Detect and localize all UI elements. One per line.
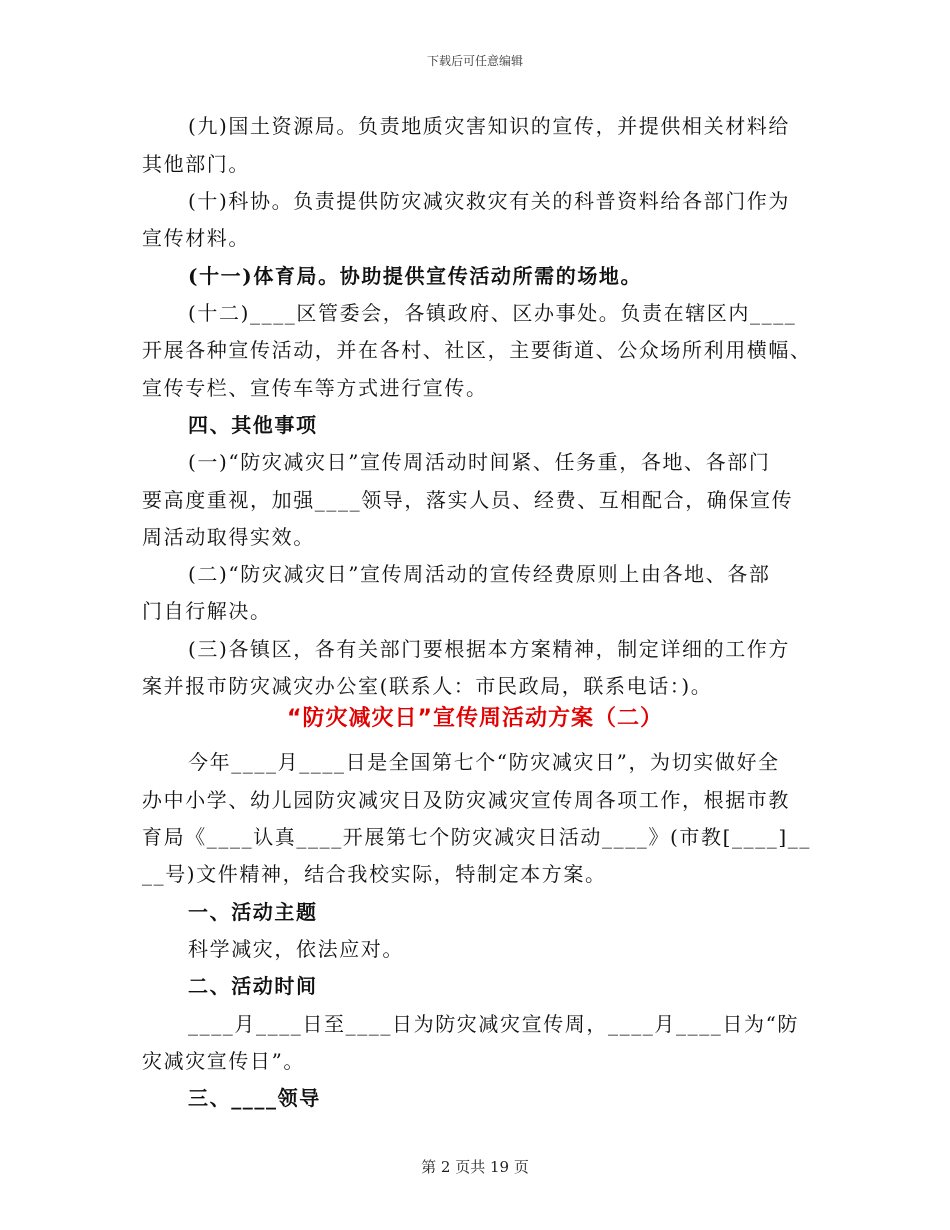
section-heading: 三、____领导	[188, 1086, 321, 1110]
section-heading: 四、其他事项	[188, 413, 318, 437]
paragraph-line: __号)文件精神，结合我校实际，特制定本方案。	[142, 862, 607, 886]
paragraph-line: 宣传材料。	[142, 226, 250, 250]
paragraph-line: 周活动取得实效。	[142, 525, 315, 549]
paragraph-line: 育局《____认真____开展第七个防灾减灾日活动____》(市教[____]__	[142, 825, 812, 849]
paragraph-line: 门自行解决。	[142, 599, 272, 623]
paragraph-line: (十)科协。负责提供防灾减灾救灾有关的科普资料给各部门作为	[188, 189, 791, 213]
paragraph-line: (一)“防灾减灾日”宣传周活动时间紧、任务重，各地、各部门	[188, 450, 771, 474]
section-heading: 二、活动时间	[188, 974, 318, 998]
paragraph-line: 案并报市防灾减灾办公室(联系人：市民政局，联系电话：)。	[142, 674, 713, 698]
paragraph-line: 科学减灾，依法应对。	[188, 937, 404, 961]
section-heading: 一、活动主题	[188, 900, 318, 924]
paragraph-line: 开展各种宣传活动，并在各村、社区，主要街道、公众场所利用横幅、	[142, 338, 812, 362]
paragraph-line: ____月____日至____日为防灾减灾宣传周，____月____日为“防	[188, 1012, 800, 1036]
page-footer: 第 2 页共 19 页	[421, 1158, 529, 1176]
paragraph-line: (二)“防灾减灾日”宣传周活动的宣传经费原则上由各地、各部	[188, 562, 771, 586]
paragraph-line: (九)国土资源局。负责地质灾害知识的宣传，并提供相关材料给	[188, 114, 791, 138]
paragraph-line: (十二)____区管委会，各镇政府、区办事处。负责在辖区内____	[188, 301, 797, 325]
paragraph-line: 灾减灾宣传日”。	[142, 1049, 306, 1073]
paragraph-line: 其他部门。	[142, 152, 250, 176]
paragraph-line: (三)各镇区，各有关部门要根据本方案精神，制定详细的工作方	[188, 637, 791, 661]
paragraph-line: 宣传专栏、宣传车等方式进行宣传。	[142, 376, 488, 400]
paragraph-line: 要高度重视，加强____领导，落实人员、经费、互相配合，确保宣传	[142, 488, 794, 512]
paragraph-line: 今年____月____日是全国第七个“防灾减灾日”，为切实做好全	[188, 750, 780, 774]
page-header: 下载后可任意编辑	[426, 54, 523, 68]
section-title: “防灾减灾日”宣传周活动方案（二）	[287, 706, 663, 731]
paragraph-line: 办中小学、幼儿园防灾减灾日及防灾减灾宣传周各项工作，根据市教	[142, 788, 790, 812]
paragraph-line: (十一)体育局。协助提供宣传活动所需的场地。	[188, 264, 643, 288]
